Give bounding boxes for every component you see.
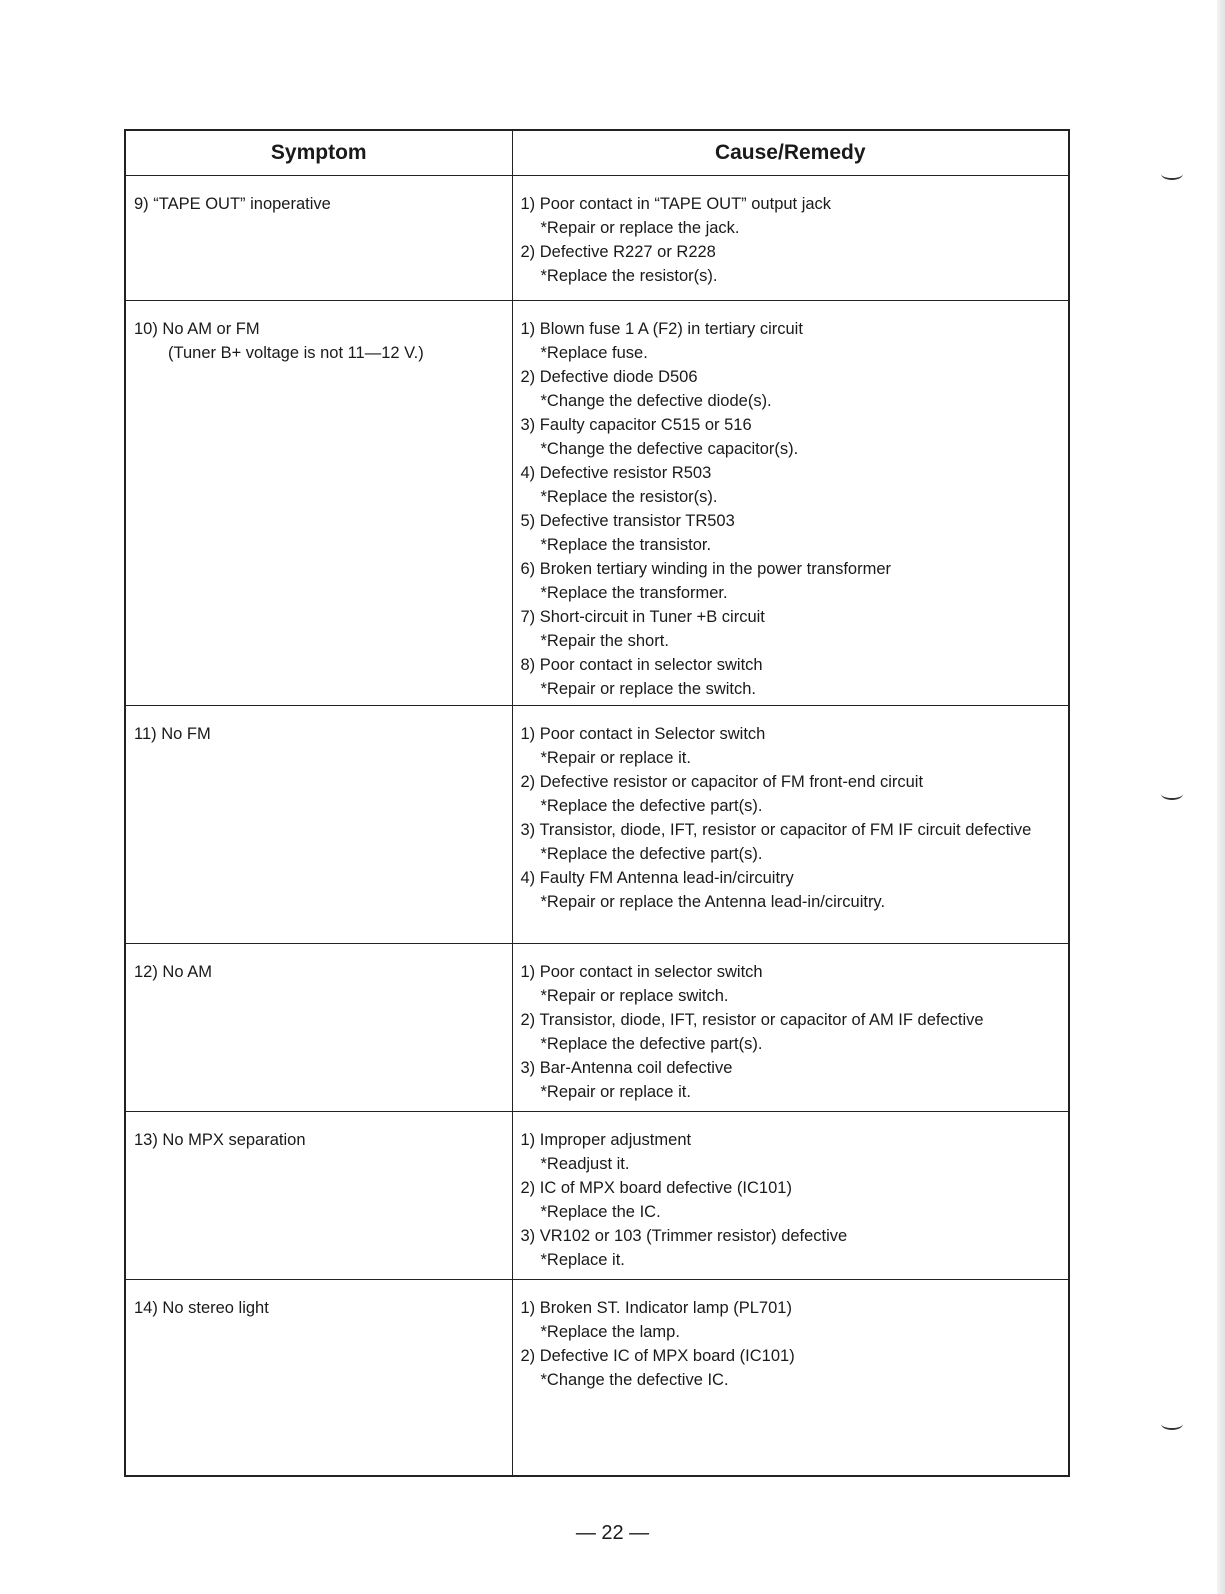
symptom-text: 14) No stereo light — [134, 1299, 269, 1317]
cause-text: 1) Blown fuse 1 A (F2) in tertiary circuit — [520, 320, 803, 338]
symptom-text: 12) No AM — [134, 963, 212, 981]
remedy-text: *Replace fuse. — [540, 344, 648, 362]
cause-text: 2) Transistor, diode, IFT, resistor or capacitor of AM IF defective — [520, 1011, 984, 1029]
symptom-cell — [125, 1112, 512, 1280]
cause-text: 7) Short-circuit in Tuner +B circuit — [520, 608, 765, 626]
symptom-cell — [125, 1280, 512, 1477]
cause-item — [521, 1056, 1061, 1104]
page-edge — [1217, 0, 1225, 1594]
cause-text: 1) Broken ST. Indicator lamp (PL701) — [520, 1299, 792, 1317]
symptom-text: 9) “TAPE OUT” inoperative — [134, 195, 331, 213]
cause-text: 3) Faulty capacitor C515 or 516 — [520, 416, 752, 434]
table-row — [125, 1112, 1069, 1280]
binder-hole-mark — [1161, 1418, 1183, 1430]
cause-text: 3) Bar-Antenna coil defective — [520, 1059, 733, 1077]
cause-item — [521, 1344, 1061, 1392]
remedy-cell — [512, 1280, 1069, 1477]
table-body — [125, 176, 1069, 1477]
cause-item — [521, 770, 1061, 818]
symptom-header: Symptom — [125, 130, 512, 176]
symptom-detail: (Tuner B+ voltage is not 11—12 V.) — [168, 344, 424, 362]
table-row — [125, 1280, 1069, 1477]
cause-list — [521, 1296, 1061, 1392]
remedy-text: *Replace the defective part(s). — [540, 845, 763, 863]
cause-text: 5) Defective transistor TR503 — [520, 512, 735, 530]
cause-item — [521, 413, 1061, 461]
cause-item — [521, 365, 1061, 413]
symptom-text: 10) No AM or FM — [134, 320, 260, 338]
remedy-text: *Repair or replace the switch. — [540, 680, 757, 698]
remedy-text: *Replace the resistor(s). — [540, 267, 718, 285]
symptom-cell — [125, 301, 512, 706]
remedy-text: *Repair or replace it. — [540, 1083, 691, 1101]
remedy-text: *Change the defective diode(s). — [540, 392, 772, 410]
remedy-cell — [512, 944, 1069, 1112]
cause-item — [521, 509, 1061, 557]
remedy-text: *Replace the transformer. — [540, 584, 728, 602]
cause-item — [521, 653, 1061, 701]
remedy-text: *Repair the short. — [540, 632, 669, 650]
symptom-cell — [125, 944, 512, 1112]
remedy-text: *Change the defective IC. — [540, 1371, 729, 1389]
remedy-text: *Repair or replace switch. — [540, 987, 729, 1005]
binder-hole-mark — [1161, 788, 1183, 800]
remedy-text: *Replace the transistor. — [540, 536, 712, 554]
symptom-cell — [125, 706, 512, 944]
page-number: — 22 — — [575, 1522, 650, 1544]
remedy-cell — [512, 301, 1069, 706]
cause-item — [521, 461, 1061, 509]
remedy-cell — [512, 706, 1069, 944]
cause-item — [521, 1224, 1061, 1272]
cause-item — [521, 960, 1061, 1008]
cause-item — [521, 866, 1061, 914]
cause-text: 4) Faulty FM Antenna lead-in/circuitry — [520, 869, 794, 887]
cause-text: 2) IC of MPX board defective (IC101) — [520, 1179, 792, 1197]
cause-item — [521, 1008, 1061, 1056]
remedy-text: *Replace the defective part(s). — [540, 1035, 763, 1053]
cause-item — [521, 1176, 1061, 1224]
table-row — [125, 706, 1069, 944]
remedy-text: *Replace the defective part(s). — [540, 797, 763, 815]
cause-item — [521, 557, 1061, 605]
cause-remedy-header: Cause/Remedy — [512, 130, 1069, 176]
binder-hole-mark — [1161, 168, 1183, 180]
cause-text: 2) Defective resistor or capacitor of FM front-end circuit — [520, 773, 924, 791]
cause-item — [521, 1128, 1061, 1176]
cause-item — [521, 317, 1061, 365]
remedy-text: *Replace the resistor(s). — [540, 488, 718, 506]
cause-text: 3) Transistor, diode, IFT, resistor or capacitor of FM IF circuit defective — [520, 821, 1032, 839]
remedy-text: *Repair or replace it. — [540, 749, 691, 767]
cause-list — [521, 960, 1061, 1104]
remedy-text: *Repair or replace the jack. — [540, 219, 740, 237]
remedy-text: *Replace it. — [540, 1251, 625, 1269]
cause-item — [521, 1296, 1061, 1344]
cause-text: 1) Poor contact in “TAPE OUT” output jack — [520, 195, 832, 213]
cause-item — [521, 722, 1061, 770]
table-row — [125, 944, 1069, 1112]
cause-item — [521, 605, 1061, 653]
cause-text: 1) Poor contact in selector switch — [520, 963, 763, 981]
cause-text: 2) Defective diode D506 — [520, 368, 698, 386]
header-row — [125, 130, 1069, 176]
remedy-text: *Repair or replace the Antenna lead-in/circuitry. — [540, 893, 886, 911]
cause-list — [521, 192, 1061, 288]
cause-list — [521, 1128, 1061, 1272]
cause-list — [521, 317, 1061, 701]
symptom-cell — [125, 176, 512, 301]
troubleshooting-table — [124, 129, 1070, 1477]
cause-text: 1) Poor contact in Selector switch — [520, 725, 766, 743]
remedy-cell — [512, 1112, 1069, 1280]
table-row — [125, 176, 1069, 301]
cause-text: 3) VR102 or 103 (Trimmer resistor) defective — [520, 1227, 848, 1245]
cause-text: 1) Improper adjustment — [520, 1131, 692, 1149]
remedy-text: *Replace the lamp. — [540, 1323, 680, 1341]
remedy-cell — [512, 176, 1069, 301]
remedy-text: *Replace the IC. — [540, 1203, 661, 1221]
symptom-text: 13) No MPX separation — [134, 1131, 306, 1149]
remedy-text: *Change the defective capacitor(s). — [540, 440, 799, 458]
symptom-text: 11) No FM — [134, 725, 211, 743]
table-row — [125, 301, 1069, 706]
cause-item — [521, 192, 1061, 240]
remedy-text: *Readjust it. — [540, 1155, 630, 1173]
cause-text: 8) Poor contact in selector switch — [520, 656, 763, 674]
cause-text: 2) Defective R227 or R228 — [520, 243, 716, 261]
cause-text: 4) Defective resistor R503 — [520, 464, 712, 482]
cause-item — [521, 240, 1061, 288]
cause-list — [521, 722, 1061, 914]
cause-item — [521, 818, 1061, 866]
cause-text: 6) Broken tertiary winding in the power transformer — [520, 560, 891, 578]
cause-text: 2) Defective IC of MPX board (IC101) — [520, 1347, 795, 1365]
